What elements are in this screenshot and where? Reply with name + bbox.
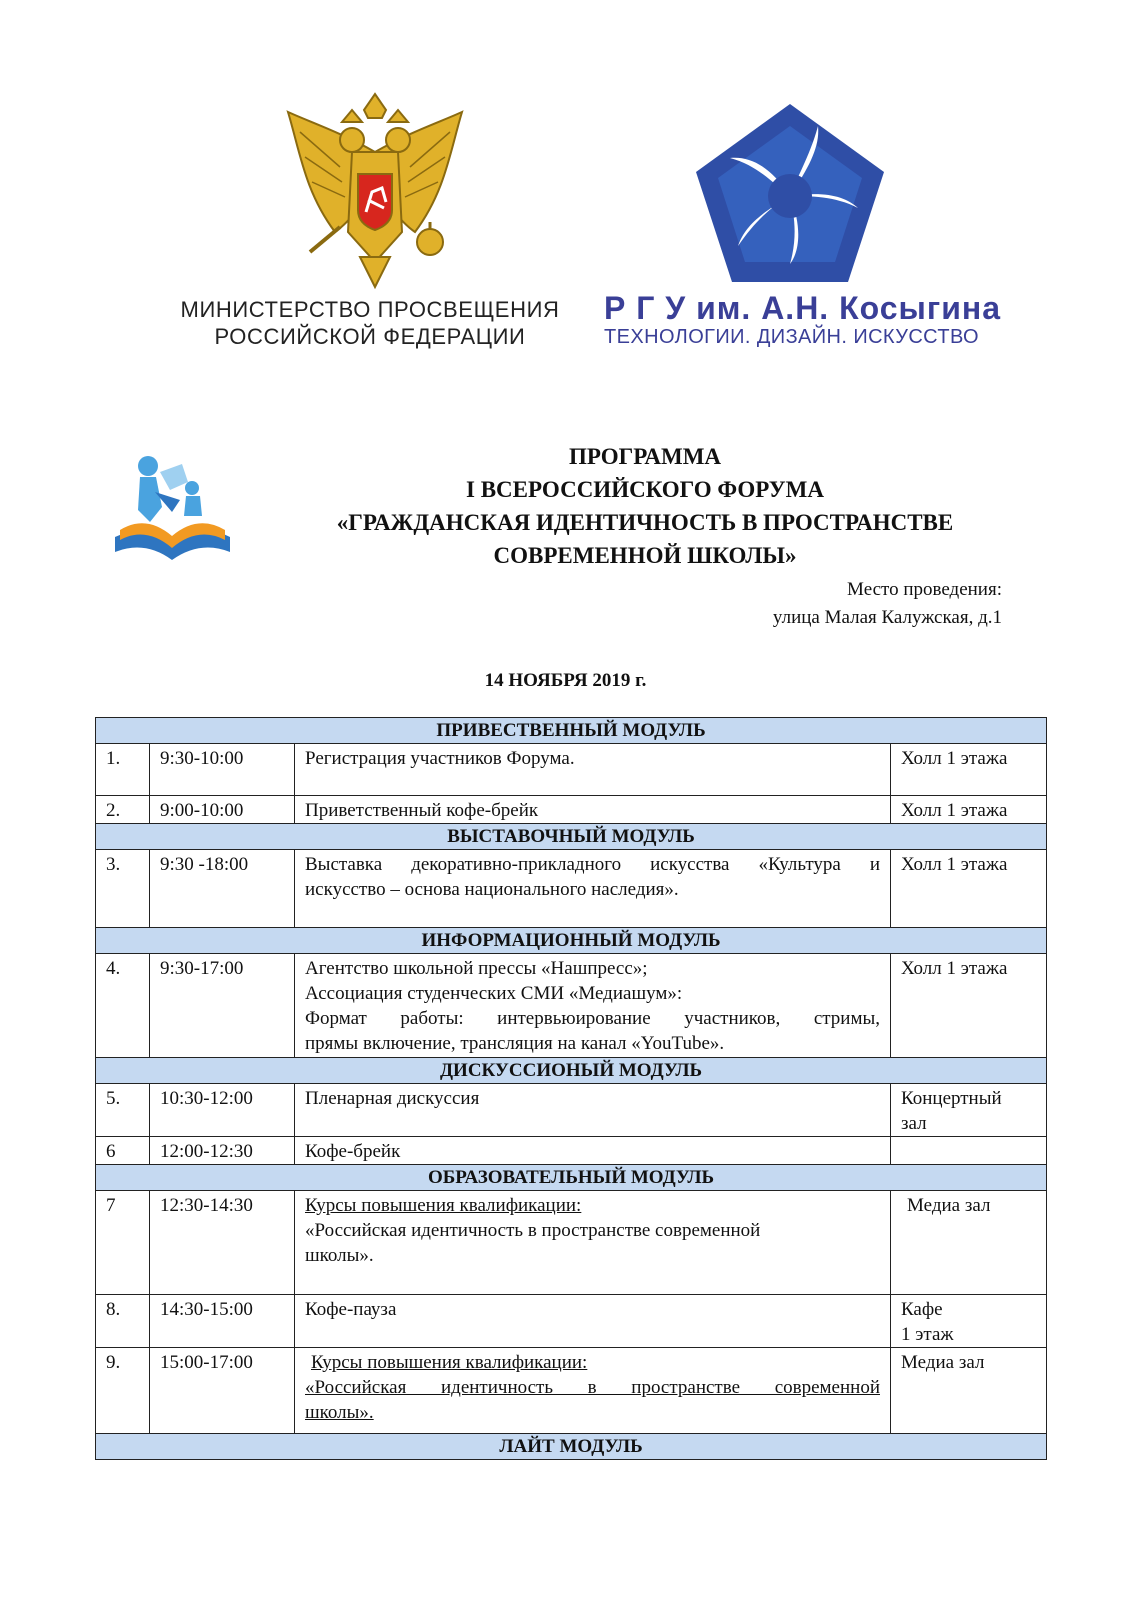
module-title-discussion: ДИСКУССИОНЫЙ МОДУЛЬ bbox=[96, 1058, 1047, 1084]
row-time: 14:30-15:00 bbox=[150, 1295, 295, 1348]
row-number: 6 bbox=[96, 1137, 150, 1165]
row-description: Кофе-брейк bbox=[295, 1137, 891, 1165]
table-row bbox=[96, 850, 1047, 928]
row-time: 12:30-14:30 bbox=[150, 1191, 295, 1295]
row-description: Регистрация участников Форума. bbox=[295, 744, 891, 796]
ministry-name bbox=[160, 296, 580, 350]
table-row bbox=[96, 1137, 1047, 1165]
row-time: 15:00-17:00 bbox=[150, 1348, 295, 1434]
table-row bbox=[96, 744, 1047, 796]
row-place: Холл 1 этажа bbox=[891, 796, 1047, 824]
module-row bbox=[96, 824, 1047, 850]
module-title-welcome: ПРИВЕСТВЕННЫЙ МОДУЛЬ bbox=[96, 718, 1047, 744]
event-date: 14 НОЯБРЯ 2019 г. bbox=[484, 670, 647, 691]
row-number: 2. bbox=[96, 796, 150, 824]
module-title-lite: ЛАЙТ МОДУЛЬ bbox=[96, 1434, 1047, 1460]
row-description: Выставка декоративно-прикладного искусства «Культура и искусство – основа национального наследия». bbox=[295, 850, 891, 928]
row-place: Кафе 1 этаж bbox=[891, 1295, 1047, 1348]
module-title-exhibition: ВЫСТАВОЧНЫЙ МОДУЛЬ bbox=[96, 824, 1047, 850]
row-number: 5. bbox=[96, 1084, 150, 1137]
row-time: 9:30-10:00 bbox=[150, 744, 295, 796]
university-name: Р Г У им. А.Н. Косыгина bbox=[604, 290, 1001, 326]
row-description: Пленарная дискуссия bbox=[295, 1084, 891, 1137]
row-description: Агентство школьной прессы «Нашпресс»; Ассоциация студенческих СМИ «Медиашум»: Формат работы: интервьюирование участников, стримы, прямы включение, трансляция на канал «YouTube». bbox=[295, 954, 891, 1058]
title-line-1: ПРОГРАММА bbox=[568, 444, 722, 469]
table-row bbox=[96, 1191, 1047, 1295]
title-line-3: «ГРАЖДАНСКАЯ ИДЕНТИЧНОСТЬ В ПРОСТРАНСТВЕ bbox=[336, 510, 954, 535]
module-row bbox=[96, 928, 1047, 954]
row-description: Приветственный кофе-брейк bbox=[295, 796, 891, 824]
venue-address: улица Малая Калужская, д.1 bbox=[772, 607, 1002, 628]
module-title-education: ОБРАЗОВАТЕЛЬНЫЙ МОДУЛЬ bbox=[96, 1165, 1047, 1191]
title-line-4: СОВРЕМЕННОЙ ШКОЛЫ» bbox=[493, 543, 797, 568]
row-description: Курсы повышения квалификации: «Российская идентичность в пространстве современной школы». bbox=[295, 1348, 891, 1434]
russian-coat-of-arms-icon bbox=[280, 92, 470, 292]
ministry-line-1: МИНИСТЕРСТВО ПРОСВЕЩЕНИЯ bbox=[180, 297, 560, 322]
ministry-line-2: РОССИЙСКОЙ ФЕДЕРАЦИИ bbox=[214, 324, 526, 349]
row-place bbox=[891, 1137, 1047, 1165]
row-number: 9. bbox=[96, 1348, 150, 1434]
row-place: Концертный зал bbox=[891, 1084, 1047, 1137]
venue bbox=[600, 576, 1002, 632]
program-table bbox=[95, 717, 1047, 1460]
venue-label: Место проведения: bbox=[847, 579, 1002, 600]
row-time: 9:00-10:00 bbox=[150, 796, 295, 824]
university-slogan: ТЕХНОЛОГИИ. ДИЗАЙН. ИСКУССТВО bbox=[604, 326, 979, 348]
table-row bbox=[96, 796, 1047, 824]
program-title bbox=[250, 440, 1040, 572]
table-row bbox=[96, 1295, 1047, 1348]
row-number: 7 bbox=[96, 1191, 150, 1295]
row-time: 12:00-12:30 bbox=[150, 1137, 295, 1165]
row-time: 9:30-17:00 bbox=[150, 954, 295, 1058]
module-row bbox=[96, 1058, 1047, 1084]
forum-logo-icon bbox=[110, 452, 235, 567]
table-row bbox=[96, 954, 1047, 1058]
row-time: 9:30 -18:00 bbox=[150, 850, 295, 928]
row-place: Холл 1 этажа bbox=[891, 850, 1047, 928]
row-number: 8. bbox=[96, 1295, 150, 1348]
row-place: Холл 1 этажа bbox=[891, 744, 1047, 796]
table-row bbox=[96, 1084, 1047, 1137]
row-number: 1. bbox=[96, 744, 150, 796]
row-description: Курсы повышения квалификации: «Российская идентичность в пространстве современной школы». bbox=[295, 1191, 891, 1295]
rgu-pentagon-logo-icon bbox=[690, 96, 890, 296]
module-title-information: ИНФОРМАЦИОННЫЙ МОДУЛЬ bbox=[96, 928, 1047, 954]
module-row bbox=[96, 1434, 1047, 1460]
row-place: Медиа зал bbox=[891, 1348, 1047, 1434]
module-row bbox=[96, 1165, 1047, 1191]
row-description: Кофе-пауза bbox=[295, 1295, 891, 1348]
module-row bbox=[96, 718, 1047, 744]
title-line-2: I ВСЕРОССИЙСКОГО ФОРУМА bbox=[466, 477, 824, 502]
row-place: Холл 1 этажа bbox=[891, 954, 1047, 1058]
table-row bbox=[96, 1348, 1047, 1434]
row-place: Медиа зал bbox=[891, 1191, 1047, 1295]
row-time: 10:30-12:00 bbox=[150, 1084, 295, 1137]
row-number: 3. bbox=[96, 850, 150, 928]
row-number: 4. bbox=[96, 954, 150, 1058]
